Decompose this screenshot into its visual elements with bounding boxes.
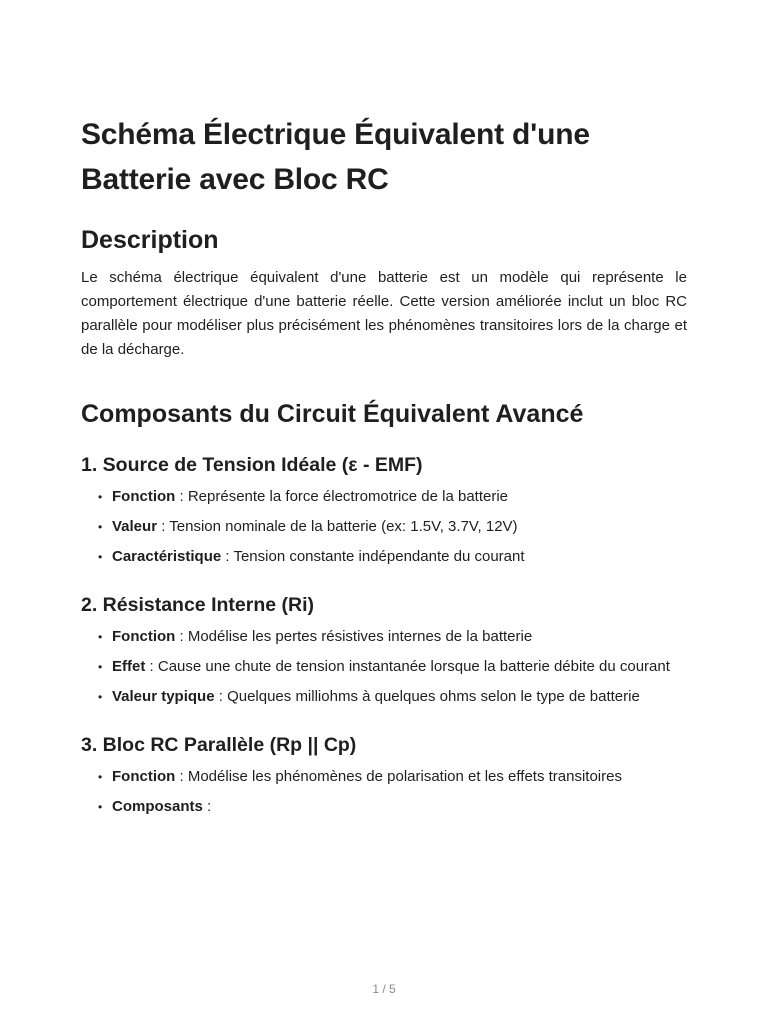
item-key: Valeur bbox=[112, 518, 158, 535]
bullet-icon: • bbox=[98, 550, 103, 564]
list-item bbox=[81, 486, 687, 508]
list-item bbox=[81, 626, 687, 648]
list-item bbox=[81, 516, 687, 538]
list-item bbox=[81, 656, 687, 678]
bullet-icon: • bbox=[98, 800, 103, 814]
bullet-icon: • bbox=[98, 490, 103, 504]
bullet-icon: • bbox=[98, 690, 103, 704]
item-key: Fonction bbox=[112, 488, 176, 505]
item-value: Tension constante indépendante du courant bbox=[233, 548, 525, 565]
document-page bbox=[81, 112, 687, 826]
item-key: Fonction bbox=[112, 628, 176, 645]
list-item bbox=[81, 546, 687, 568]
item-key: Composants bbox=[112, 798, 203, 815]
item-value: Modélise les pertes résistives internes de la batterie bbox=[187, 628, 533, 645]
item-value: Tension nominale de la batterie (ex: 1.5V, 3.7V, 12V) bbox=[169, 518, 518, 535]
item-key: Caractéristique bbox=[112, 548, 222, 565]
item-separator: : bbox=[157, 518, 170, 535]
bullet-icon: • bbox=[98, 630, 103, 644]
item-separator: : bbox=[175, 768, 188, 785]
section-title-resistance-interne: 2. Résistance Interne (Ri) bbox=[81, 594, 314, 616]
item-separator: : bbox=[145, 658, 158, 675]
list-item bbox=[81, 686, 687, 708]
item-key: Fonction bbox=[112, 768, 176, 785]
list-item bbox=[81, 796, 687, 818]
item-value: Représente la force électromotrice de la batterie bbox=[187, 488, 509, 505]
item-key: Effet bbox=[112, 658, 146, 675]
bullet-icon: • bbox=[98, 660, 103, 674]
item-key: Valeur typique bbox=[112, 688, 215, 705]
item-separator: : bbox=[202, 798, 212, 815]
item-separator: : bbox=[221, 548, 234, 565]
section-list-source-tension bbox=[81, 486, 687, 568]
item-separator: : bbox=[175, 628, 188, 645]
list-item bbox=[81, 766, 687, 788]
section-title-bloc-rc: 3. Bloc RC Parallèle (Rp || Cp) bbox=[81, 734, 357, 756]
item-value: Quelques milliohms à quelques ohms selon le type de batterie bbox=[227, 688, 640, 705]
section-list-resistance-interne bbox=[81, 626, 687, 708]
item-value: Modélise les phénomènes de polarisation et les effets transitoires bbox=[187, 768, 622, 785]
bullet-icon: • bbox=[98, 520, 103, 534]
section-list-bloc-rc bbox=[81, 766, 687, 818]
document-title: Schéma Électrique Équivalent d'une Batterie avec Bloc RC bbox=[81, 118, 590, 196]
page-indicator: 1 / 5 bbox=[372, 982, 396, 996]
description-heading: Description bbox=[81, 226, 219, 254]
description-text: Le schéma électrique équivalent d'une batterie est un modèle qui représente le comportement électrique d'une batterie réelle. Cette version améliorée inclut un bloc RC parallèle pour modéliser plus précisément les phénomènes transitoires lors de la charge et de la décharge. bbox=[81, 269, 687, 358]
components-heading: Composants du Circuit Équivalent Avancé bbox=[81, 400, 584, 428]
item-separator: : bbox=[214, 688, 228, 705]
item-separator: : bbox=[175, 488, 188, 505]
bullet-icon: • bbox=[98, 770, 103, 784]
item-value: Cause une chute de tension instantanée lorsque la batterie débite du courant bbox=[157, 658, 670, 675]
section-title-source-tension: 1. Source de Tension Idéale (ε - EMF) bbox=[81, 454, 423, 476]
